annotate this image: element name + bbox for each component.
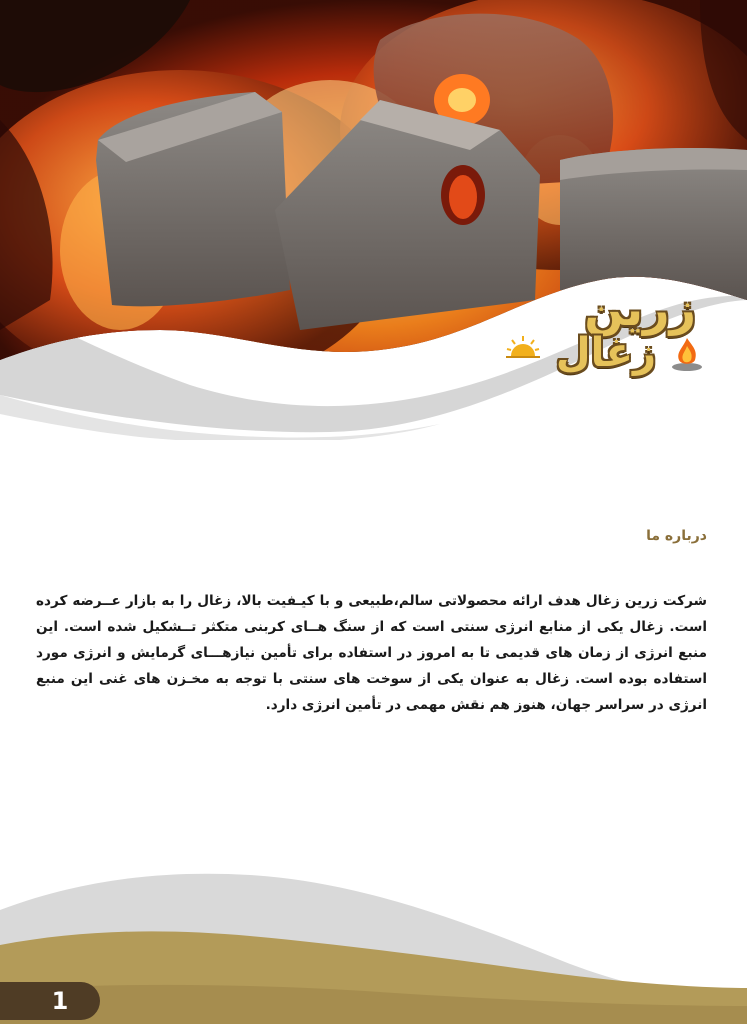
campfire-icon — [668, 336, 706, 372]
section-title: درباره ما — [646, 528, 707, 544]
logo-text-line-2: زغال — [555, 330, 656, 376]
logo-text-line-1: زرین — [584, 282, 696, 336]
page-number: 1 — [51, 987, 69, 1015]
sun-icon — [506, 334, 540, 360]
brand-logo — [498, 282, 718, 397]
about-paragraph: شرکت زرین زغال هدف ارائه محصولاتی سالم،طبیعی و با کیـفیت بالا، زغال را به بازار عــرضه کرده است. زغال یکی از منابع انرژی سنتی است که از سنگ هــای کربنی متکثر تــشکیل شده است. این منبع انرژی از زمان های قدیمی تا به امروز در استفاده برای تأمین نیازهـــای گرمایش و انرژی مورد استفاده بوده است. زغال به عنوان یکی از سوخت های سنتی با توجه به مخـزن های غنی این منبع انرژی در سراسر جهان، هنوز هم نقش مهمی در تأمین انرژی دارد. — [36, 592, 707, 713]
